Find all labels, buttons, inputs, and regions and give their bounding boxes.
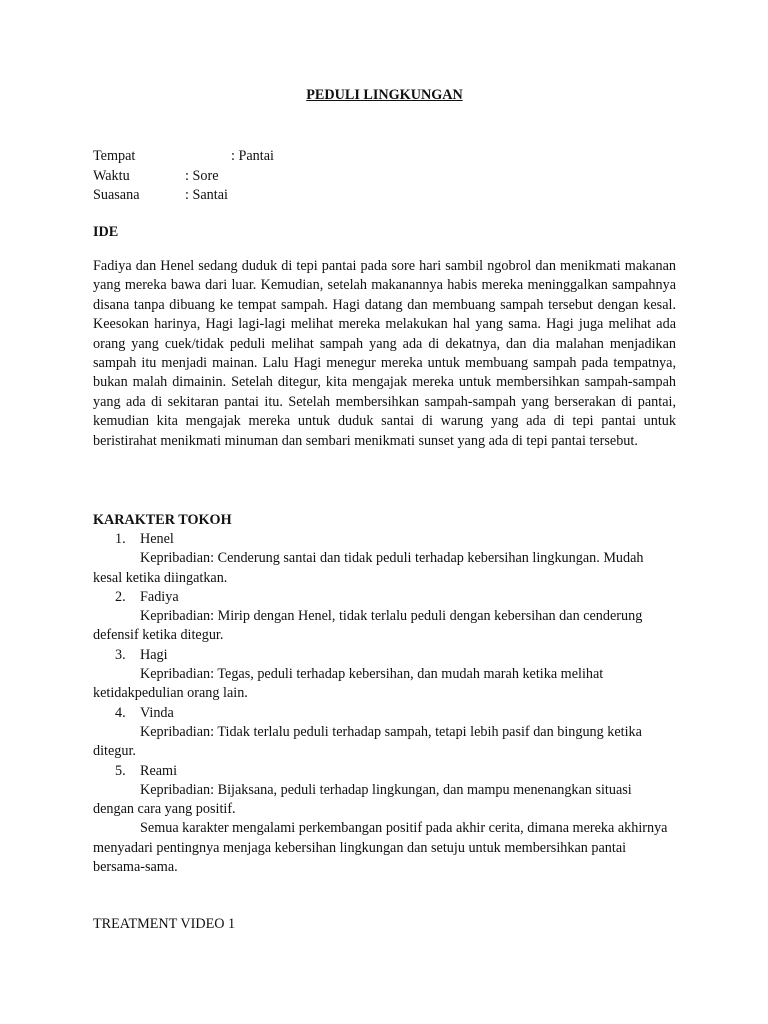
- character-name-text: Henel: [140, 531, 174, 547]
- meta-value: : Pantai: [231, 148, 274, 164]
- list-item: [93, 646, 676, 704]
- character-name: [93, 646, 676, 665]
- character-name-text: Fadiya: [140, 588, 179, 605]
- character-name: [93, 588, 676, 607]
- list-number: 2.: [115, 588, 126, 605]
- list-item: [93, 588, 676, 646]
- meta-label: Waktu: [93, 168, 130, 184]
- character-name-text: Hagi: [140, 646, 168, 663]
- characters-list: [93, 530, 676, 877]
- list-item: [93, 530, 676, 588]
- idea-paragraph: Fadiya dan Henel sedang duduk di tepi pantai pada sore hari sambil ngobrol dan menikmati makanan yang mereka bawa dari luar. Kemudian, setelah makanannya habis mereka meninggalkan sampahnya disana tanpa dibuang ke tempat sampah. Hagi datang dan membuang sampah tersebut dengan kesal. Keesokan harinya, Hagi lagi-lagi melihat mereka melakukan hal yang sama. Hagi juga melihat ada orang yang cuek/tidak peduli melihat sampah yang ada di dekatnya, dan dia malahan menjadikan sampah itu menjadi mainan. Lalu Hagi menegur mereka untuk membuang sampah pada tempatnya, bukan malah dimainin. Setelah ditegur, kita mengajak mereka untuk membersihkan sampah-sampah yang ada di sekitaran pantai itu. Setelah membersihkan sampah-sampah yang berserakan di pantai, kemudian kita mengajak mereka untuk duduk santai di warung yang ada di tepi pantai untuk beristirahat menikmati minuman dan sembari menikmati sunset yang ada di tepi pantai tersebut.: [93, 258, 676, 449]
- character-description: Kepribadian: Cenderung santai dan tidak peduli terhadap kebersihan lingkungan. Mudah kesal ketika diingatkan.: [93, 550, 644, 586]
- characters-heading: KARAKTER TOKOH: [93, 512, 232, 528]
- meta-value: : Sore: [185, 168, 219, 184]
- character-description: Kepribadian: Mirip dengan Henel, tidak terlalu peduli dengan kebersihan dan cenderung defensif ketika ditegur.: [93, 608, 643, 644]
- treatment-heading: TREATMENT VIDEO 1: [93, 916, 236, 932]
- character-name-text: Reami: [140, 762, 178, 779]
- character-description: Kepribadian: Tegas, peduli terhadap kebersihan, dan mudah marah ketika melihat ketidakpedulian orang lain.: [93, 666, 604, 702]
- character-name: [93, 762, 676, 781]
- character-name: [93, 530, 676, 549]
- list-number: 3.: [115, 646, 126, 663]
- idea-heading: IDE: [93, 224, 119, 240]
- meta-value: : Santai: [185, 187, 228, 203]
- list-item: [93, 762, 676, 820]
- character-description: Kepribadian: Tidak terlalu peduli terhadap sampah, tetapi lebih pasif dan bingung ketika ditegur.: [93, 723, 642, 760]
- list-number: 4.: [115, 704, 126, 721]
- character-name-text: Vinda: [140, 704, 174, 721]
- list-number: 5.: [115, 762, 126, 779]
- list-item: [93, 704, 676, 762]
- meta-label: Tempat: [93, 148, 136, 164]
- character-name: [93, 704, 676, 723]
- meta-label: Suasana: [93, 187, 140, 203]
- character-description: Kepribadian: Bijaksana, peduli terhadap lingkungan, dan mampu menenangkan situasi dengan cara yang positif.: [93, 781, 632, 818]
- document-title: PEDULI LINGKUNGAN: [306, 87, 463, 103]
- document-page: [93, 0, 676, 1024]
- list-number: 1.: [115, 531, 126, 547]
- closing-paragraph: Semua karakter mengalami perkembangan positif pada akhir cerita, dimana mereka akhirnya menyadari pentingnya menjaga kebersihan lingkungan dan setuju untuk membersihkan pantai bersama-sama.: [93, 820, 668, 876]
